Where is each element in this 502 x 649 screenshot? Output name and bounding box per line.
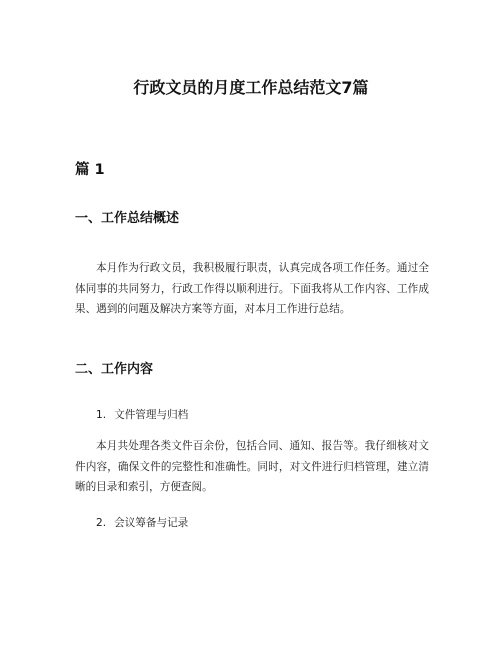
paragraph: 本月共处理各类文件百余份，包括合同、通知、报告等。我仔细核对文件内容，确保文件的完整性和准确性。同时，对文件进行归档管理，建立清晰的目录和索引，方便查阅。 (75, 440, 429, 493)
section-heading: 二、工作内容 (75, 362, 154, 377)
section-heading: 一、工作总结概述 (75, 211, 180, 226)
document-title: 行政文员的月度工作总结范文7篇 (133, 78, 369, 97)
list-item (96, 513, 188, 533)
list-item (96, 405, 188, 425)
list-item-label: 文件管理与归档 (114, 409, 189, 421)
paragraph: 本月作为行政文员，我积极履行职责，认真完成各项工作任务。通过全体同事的共同努力，行政工作得以顺利进行。下面我将从工作内容、工作成果、遇到的问题及解决方案等方面，对本月工作进行总结。 (75, 262, 429, 315)
list-item-label: 会议筹备与记录 (114, 517, 189, 529)
list-item-number: 1. (96, 409, 107, 421)
section-label: 篇 1 (75, 162, 105, 178)
list-item-number: 2. (96, 517, 107, 529)
